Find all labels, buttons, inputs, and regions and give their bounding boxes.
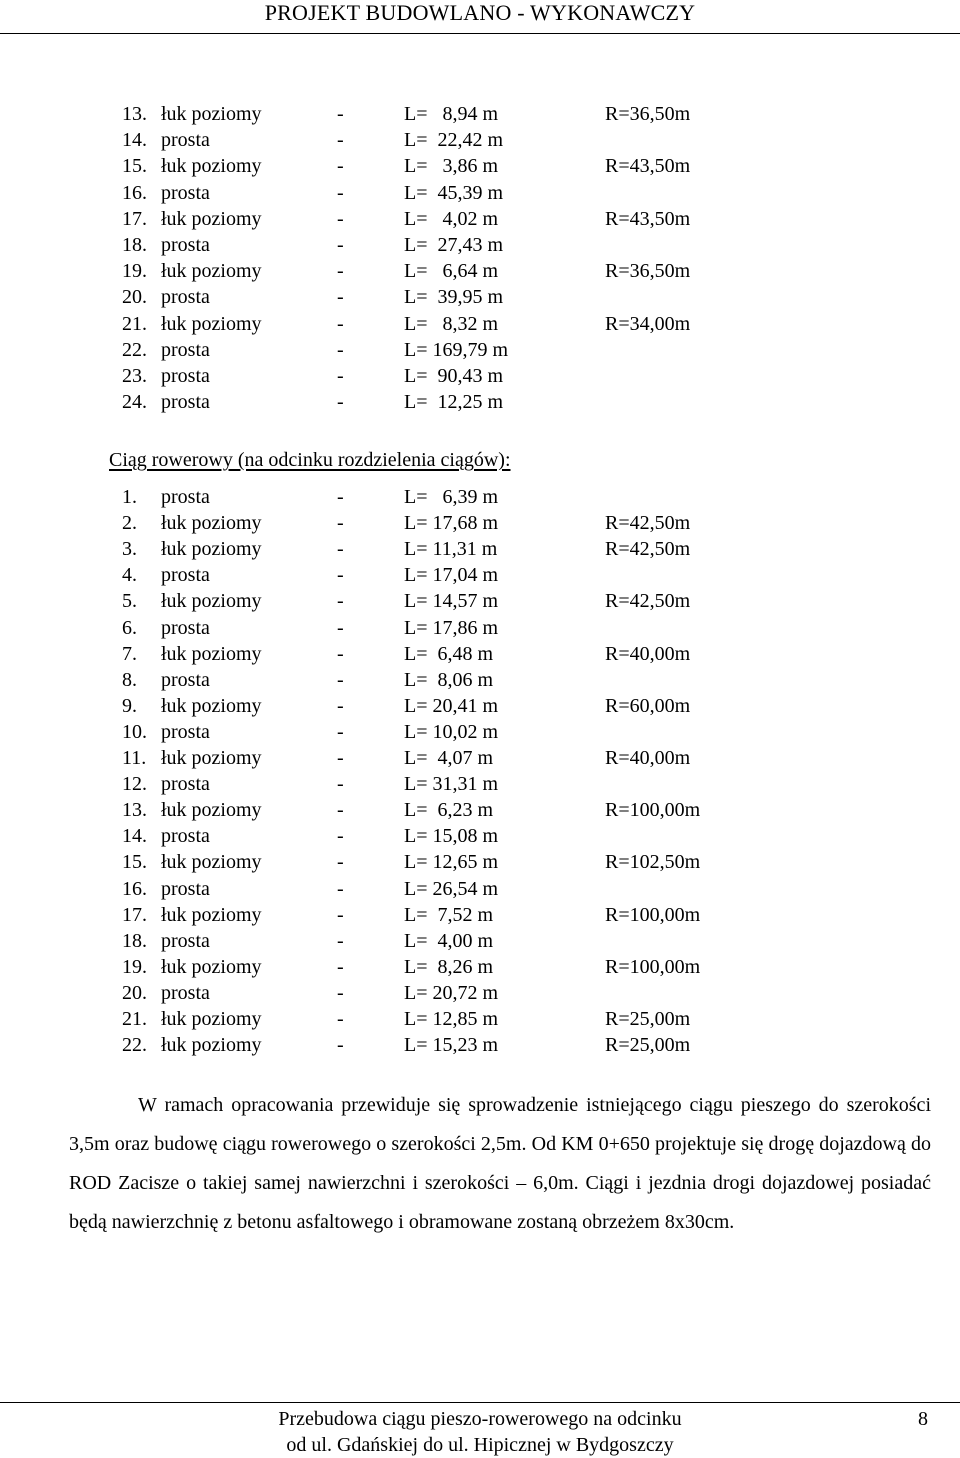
item-length: L= 20,72 m	[404, 981, 499, 1004]
item-type: prosta	[161, 825, 210, 848]
item-type: prosta	[161, 877, 210, 900]
item-length: L= 8,06 m	[404, 668, 494, 691]
item-type: prosta	[161, 181, 210, 204]
item-number: 6.	[122, 616, 137, 639]
item-length: L= 6,23 m	[404, 799, 494, 822]
list-item	[0, 484, 960, 510]
item-number: 13.	[122, 103, 147, 125]
item-type: prosta	[161, 668, 210, 691]
item-dash: -	[337, 181, 344, 204]
item-dash: -	[337, 538, 344, 561]
item-number: 4.	[122, 564, 137, 587]
item-length: L= 12,25 m	[404, 391, 504, 414]
item-type: prosta	[161, 773, 210, 796]
list-item	[0, 849, 960, 875]
item-radius: R=100,00m	[605, 799, 701, 822]
list-item	[0, 258, 960, 284]
item-number: 14.	[122, 825, 147, 848]
item-type: łuk poziomy	[161, 799, 262, 822]
list-item	[0, 615, 960, 641]
item-type: prosta	[161, 564, 210, 587]
item-number: 12.	[122, 773, 147, 796]
item-number: 15.	[122, 155, 147, 178]
item-type: prosta	[161, 616, 210, 639]
list-item	[0, 641, 960, 667]
item-length: L= 6,48 m	[404, 642, 494, 665]
item-length: L= 15,08 m	[404, 825, 499, 848]
item-length: L= 14,57 m	[404, 590, 499, 613]
item-number: 13.	[122, 799, 147, 822]
item-length: L= 4,00 m	[404, 929, 494, 952]
item-number: 3.	[122, 538, 137, 561]
item-type: łuk poziomy	[161, 260, 262, 283]
list-item	[0, 363, 960, 389]
item-length: L= 8,26 m	[404, 955, 494, 978]
item-length: L= 17,86 m	[404, 616, 499, 639]
item-type: prosta	[161, 981, 210, 1004]
item-dash: -	[337, 955, 344, 978]
item-dash: -	[337, 103, 344, 125]
item-type: prosta	[161, 365, 210, 387]
item-dash: -	[337, 512, 344, 535]
item-number: 19.	[122, 955, 147, 978]
list-item	[0, 311, 960, 337]
item-type: łuk poziomy	[161, 903, 262, 926]
list-item	[0, 180, 960, 206]
description-paragraph: W ramach opracowania przewiduje się sprowadzenie istniejącego ciągu pieszego do szerokości 3,5m oraz budowę ciągu rowerowego o szerokości 2,5m. Od KM 0+650 projektuje się drogę dojazdową do ROD Zacisze o takiej samej nawierzchni i szerokości – 6,0m. Ciągi i jezdnia drogi dojazdowej posiadać będą nawierzchnię z betonu asfaltowego i obramowane zostaną obrzeżem 8x30cm.	[69, 1094, 931, 1233]
list-item	[0, 536, 960, 562]
list-item	[0, 745, 960, 771]
item-number: 10.	[122, 720, 147, 743]
item-number: 11.	[122, 747, 147, 769]
list-item	[0, 284, 960, 310]
item-dash: -	[337, 851, 344, 874]
list-item	[0, 389, 960, 415]
item-dash: -	[337, 747, 344, 769]
item-dash: -	[337, 981, 344, 1004]
item-type: prosta	[161, 286, 210, 309]
header-divider	[0, 33, 960, 34]
item-radius: R=34,00m	[605, 312, 691, 335]
item-dash: -	[337, 877, 344, 900]
item-number: 7.	[122, 642, 137, 665]
list-item	[0, 719, 960, 745]
list-item	[0, 876, 960, 902]
item-number: 2.	[122, 512, 137, 535]
item-type: łuk poziomy	[161, 851, 262, 874]
list-item	[0, 153, 960, 179]
item-length: L= 12,85 m	[404, 1008, 499, 1030]
item-number: 19.	[122, 260, 147, 283]
item-number: 18.	[122, 234, 147, 256]
item-radius: R=100,00m	[605, 903, 701, 926]
item-radius: R=36,50m	[605, 260, 691, 283]
item-radius: R=100,00m	[605, 955, 701, 978]
list-item	[0, 954, 960, 980]
item-length: L= 4,07 m	[404, 747, 494, 769]
item-length: L= 6,39 m	[404, 486, 499, 508]
page-number: 8	[918, 1408, 928, 1430]
list-item	[0, 693, 960, 719]
footer-project-title-line1: Przebudowa ciągu pieszo-rowerowego na odcinku	[278, 1408, 682, 1430]
item-length: L= 17,04 m	[404, 564, 499, 587]
item-type: łuk poziomy	[161, 1034, 262, 1057]
item-type: łuk poziomy	[161, 512, 262, 535]
item-length: L= 10,02 m	[404, 720, 499, 743]
item-dash: -	[337, 260, 344, 283]
item-dash: -	[337, 773, 344, 796]
item-dash: -	[337, 365, 344, 387]
item-type: prosta	[161, 234, 210, 256]
item-number: 16.	[122, 877, 147, 900]
list-item	[0, 667, 960, 693]
item-radius: R=40,00m	[605, 747, 691, 769]
item-number: 20.	[122, 981, 147, 1004]
item-number: 23.	[122, 365, 147, 387]
item-number: 15.	[122, 851, 147, 874]
item-type: łuk poziomy	[161, 694, 262, 717]
item-length: L= 4,02 m	[404, 207, 499, 230]
item-type: prosta	[161, 338, 210, 361]
item-dash: -	[337, 391, 344, 414]
list-item	[0, 588, 960, 614]
item-radius: R=25,00m	[605, 1008, 691, 1030]
list-item	[0, 206, 960, 232]
item-length: L= 90,43 m	[404, 365, 504, 387]
item-type: łuk poziomy	[161, 590, 262, 613]
item-dash: -	[337, 129, 344, 152]
list-item	[0, 1032, 960, 1058]
footer-project-title-line2: od ul. Gdańskiej do ul. Hipicznej w Bydgoszczy	[286, 1434, 674, 1456]
footer-divider	[0, 1402, 960, 1403]
list-item	[0, 510, 960, 536]
item-dash: -	[337, 616, 344, 639]
item-dash: -	[337, 642, 344, 665]
item-type: łuk poziomy	[161, 103, 262, 125]
item-dash: -	[337, 234, 344, 256]
item-number: 24.	[122, 391, 147, 414]
item-length: L= 11,31 m	[404, 538, 498, 561]
item-number: 18.	[122, 929, 147, 952]
item-number: 16.	[122, 181, 147, 204]
item-type: łuk poziomy	[161, 207, 262, 230]
item-number: 20.	[122, 286, 147, 309]
item-length: L= 7,52 m	[404, 903, 494, 926]
item-number: 17.	[122, 903, 147, 926]
item-dash: -	[337, 564, 344, 587]
item-radius: R=42,50m	[605, 538, 691, 561]
item-length: L= 39,95 m	[404, 286, 504, 309]
item-radius: R=36,50m	[605, 103, 691, 125]
item-dash: -	[337, 338, 344, 361]
item-dash: -	[337, 929, 344, 952]
item-length: L= 3,86 m	[404, 155, 499, 178]
item-number: 8.	[122, 668, 137, 691]
item-dash: -	[337, 799, 344, 822]
item-dash: -	[337, 286, 344, 309]
item-number: 22.	[122, 1034, 147, 1057]
item-number: 1.	[122, 486, 137, 508]
list-item	[0, 980, 960, 1006]
item-length: L= 26,54 m	[404, 877, 499, 900]
item-dash: -	[337, 694, 344, 717]
section-heading-bike-path: Ciąg rowerowy (na odcinku rozdzielenia ciągów):	[109, 449, 511, 471]
item-radius: R=102,50m	[605, 851, 701, 874]
list-item	[0, 101, 960, 127]
item-dash: -	[337, 720, 344, 743]
item-radius: R=42,50m	[605, 512, 691, 535]
item-type: łuk poziomy	[161, 538, 262, 561]
item-type: łuk poziomy	[161, 955, 262, 978]
item-dash: -	[337, 590, 344, 613]
list-item	[0, 928, 960, 954]
item-length: L= 169,79 m	[404, 338, 509, 361]
item-length: L= 8,32 m	[404, 312, 499, 335]
item-dash: -	[337, 668, 344, 691]
item-type: prosta	[161, 391, 210, 414]
list-item	[0, 771, 960, 797]
item-type: prosta	[161, 486, 210, 508]
item-dash: -	[337, 825, 344, 848]
item-length: L= 45,39 m	[404, 181, 504, 204]
list-item	[0, 823, 960, 849]
item-radius: R=60,00m	[605, 694, 691, 717]
item-radius: R=40,00m	[605, 642, 691, 665]
item-radius: R=43,50m	[605, 155, 691, 178]
list-item	[0, 902, 960, 928]
item-radius: R=25,00m	[605, 1034, 691, 1057]
list-item	[0, 127, 960, 153]
item-type: łuk poziomy	[161, 1008, 262, 1030]
list-item	[0, 562, 960, 588]
item-number: 14.	[122, 129, 147, 152]
list-item	[0, 337, 960, 363]
item-radius: R=42,50m	[605, 590, 691, 613]
item-length: L= 6,64 m	[404, 260, 499, 283]
item-length: L= 20,41 m	[404, 694, 499, 717]
item-length: L= 31,31 m	[404, 773, 499, 796]
list-item	[0, 797, 960, 823]
item-length: L= 8,94 m	[404, 103, 499, 125]
item-type: łuk poziomy	[161, 155, 262, 178]
item-dash: -	[337, 486, 344, 508]
item-length: L= 27,43 m	[404, 234, 504, 256]
item-dash: -	[337, 903, 344, 926]
page-header-title: PROJEKT BUDOWLANO - WYKONAWCZY	[264, 0, 696, 25]
item-radius: R=43,50m	[605, 207, 691, 230]
item-number: 9.	[122, 694, 137, 717]
item-number: 22.	[122, 338, 147, 361]
item-dash: -	[337, 312, 344, 335]
item-type: prosta	[161, 129, 210, 152]
item-number: 17.	[122, 207, 147, 230]
item-type: łuk poziomy	[161, 747, 262, 769]
item-length: L= 15,23 m	[404, 1034, 499, 1057]
item-length: L= 22,42 m	[404, 129, 504, 152]
item-length: L= 17,68 m	[404, 512, 499, 535]
list-item	[0, 232, 960, 258]
item-type: łuk poziomy	[161, 312, 262, 335]
item-type: łuk poziomy	[161, 642, 262, 665]
item-type: prosta	[161, 929, 210, 952]
list-item	[0, 1006, 960, 1032]
item-type: prosta	[161, 720, 210, 743]
item-dash: -	[337, 1008, 344, 1030]
item-dash: -	[337, 1034, 344, 1057]
item-number: 5.	[122, 590, 137, 613]
item-dash: -	[337, 207, 344, 230]
item-number: 21.	[122, 1008, 147, 1030]
item-dash: -	[337, 155, 344, 178]
item-number: 21.	[122, 312, 147, 335]
item-length: L= 12,65 m	[404, 851, 499, 874]
